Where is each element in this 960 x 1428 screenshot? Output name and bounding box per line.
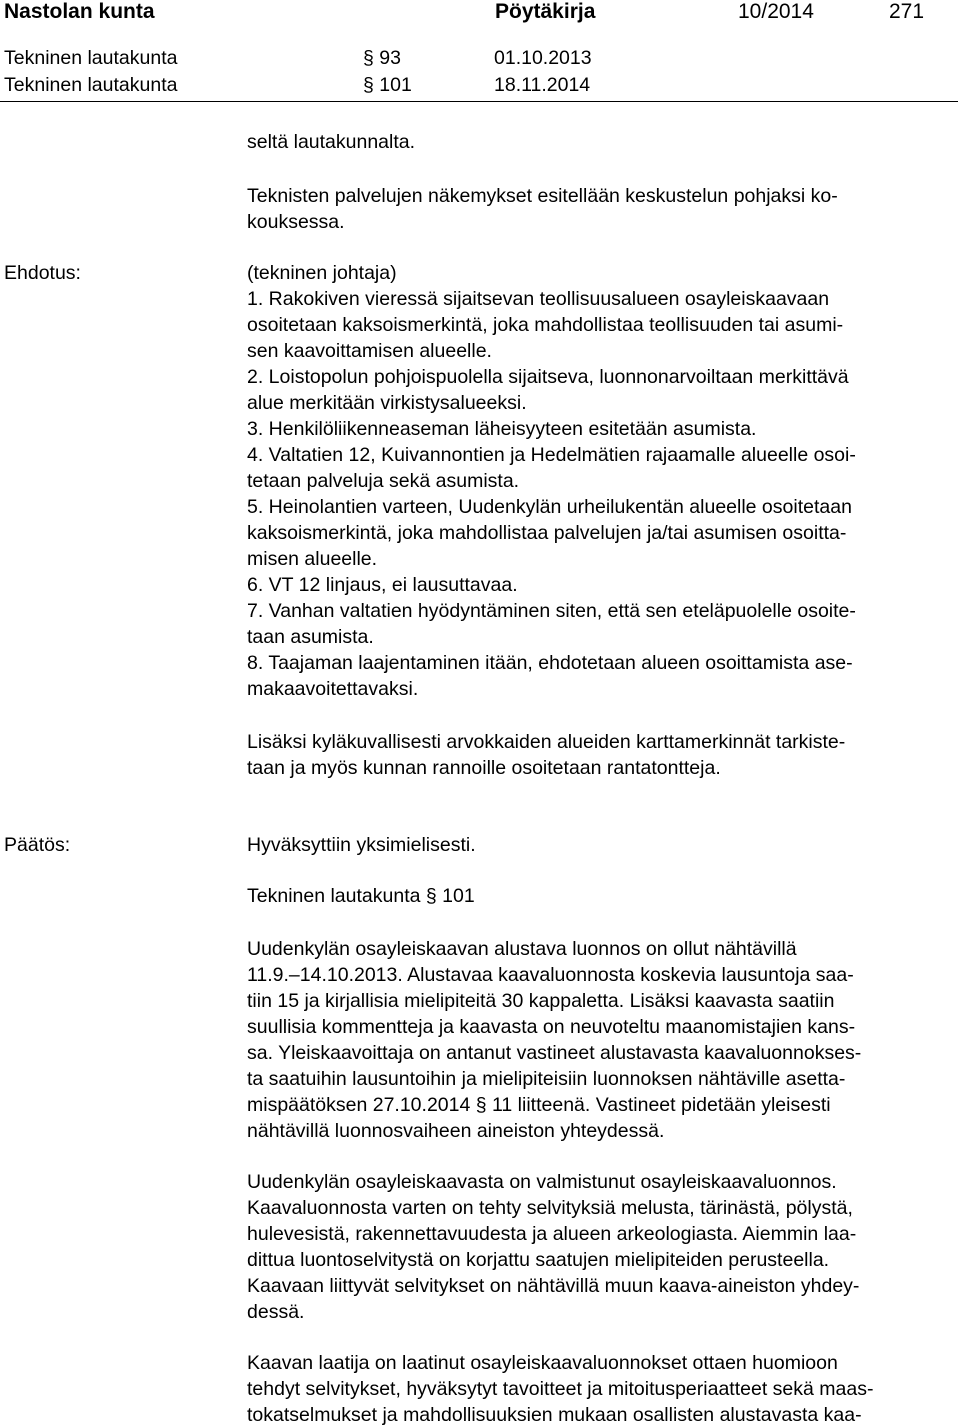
- document-number: 10/2014: [738, 0, 814, 23]
- meta-date-1: 01.10.2013: [494, 47, 592, 69]
- header-divider: [0, 101, 958, 102]
- municipality-name: Nastolan kunta: [4, 0, 155, 23]
- meta-section-1: § 93: [363, 47, 401, 69]
- proposal-label: Ehdotus:: [4, 262, 81, 284]
- board-reference: Tekninen lautakunta § 101: [247, 885, 475, 907]
- meta-board-2: Tekninen lautakunta: [4, 74, 178, 96]
- meta-date-2: 18.11.2014: [494, 74, 591, 96]
- page-number: 271: [889, 0, 925, 23]
- meta-section-2: § 101: [363, 74, 412, 96]
- document-type: Pöytäkirja: [495, 0, 596, 23]
- proposal-body: (tekninen johtaja) 1. Rakokiven vieressä sijaitsevan teollisuusalueen osayleiskaavaan osoitetaan kaksoismerkintä, joka mahdollistaa teollisuuden tai asumi- sen kaavoittamisen alueelle. 2. Loistopolun pohjoispuolella sijaitseva, luonnonarvoiltaan merkittävä alue merkitään virkistysalueeksi. 3. Henkilöliikenneaseman läheisyyteen esitetään asumista. 4. Valtatien 12, Kuivannontien ja Hedelmätien rajaamalle alueelle osoi- tetaan palveluja sekä asumista. 5. Heinolantien varteen, Uudenkylän urheilukentän alueelle osoitetaan kaksoismerkintä, joka mahdollistaa palvelujen ja/tai asumisen osoitta- misen alueelle. 6. VT 12 linjaus, ei lausuttavaa. 7. Vanhan valtatien hyödyntäminen siten, että sen eteläpuolelle osoite- taan asumista. 8. Taajaman laajentaminen itään, ehdotetaan alueen osoittamista ase- makaavoitettavaksi.: [247, 262, 856, 700]
- decision-paragraph-3: Kaavan laatija on laatinut osayleiskaavaluonnokset ottaen huomioon tehdyt selvitykset, hyväksytyt tavoitteet ja mitoitusperiaatteet sekä maas- tokatselmukset ja mahdollisuuksien mukaan osallisten alustavasta kaa-: [247, 1352, 874, 1426]
- intro-paragraph-1: seltä lautakunnalta.: [247, 131, 416, 153]
- decision-text: Hyväksyttiin yksimielisesti.: [247, 834, 476, 856]
- decision-paragraph-1: Uudenkylän osayleiskaavan alustava luonnos on ollut nähtävillä 11.9.–14.10.2013. Alustavaa kaavaluonnosta koskevia lausuntoja saa- tiin 15 ja kirjallisia mielipiteitä 30 kappaletta. Lisäksi kaavasta saatiin suullisia kommentteja ja kaavasta on neuvoteltu maanomistajien kans- sa. Yleiskaavoittaja on antanut vastineet alustavasta kaavaluonnokses- ta saatuihin lausuntoihin ja mielipiteisiin luonnoksen nähtäville asetta- mispäätöksen 27.10.2014 § 11 liitteenä. Vastineet pidetään yleisesti nähtävillä luonnosvaiheen aineiston yhteydessä.: [247, 938, 862, 1142]
- decision-label: Päätös:: [4, 834, 71, 856]
- decision-paragraph-2: Uudenkylän osayleiskaavasta on valmistunut osayleiskaavaluonnos. Kaavaluonnosta varten on tehty selvityksiä melusta, tärinästä, pölystä, hulevesistä, rakennettavuudesta ja alueen arkeologiasta. Aiemmin laa- dittua luontoselvitystä on korjattu saatujen mielipiteiden perusteella. Kaavaan liittyvät selvitykset on nähtävillä muun kaava-aineiston yhdey- dessä.: [247, 1171, 860, 1323]
- proposal-extra: Lisäksi kyläkuvallisesti arvokkaiden alueiden karttamerkinnät tarkiste- taan ja myös kunnan rannoille osoitetaan rantatontteja.: [247, 731, 846, 779]
- meta-board-1: Tekninen lautakunta: [4, 47, 178, 69]
- intro-paragraph-2: Teknisten palvelujen näkemykset esitellään keskustelun pohjaksi ko- kouksessa.: [247, 185, 838, 233]
